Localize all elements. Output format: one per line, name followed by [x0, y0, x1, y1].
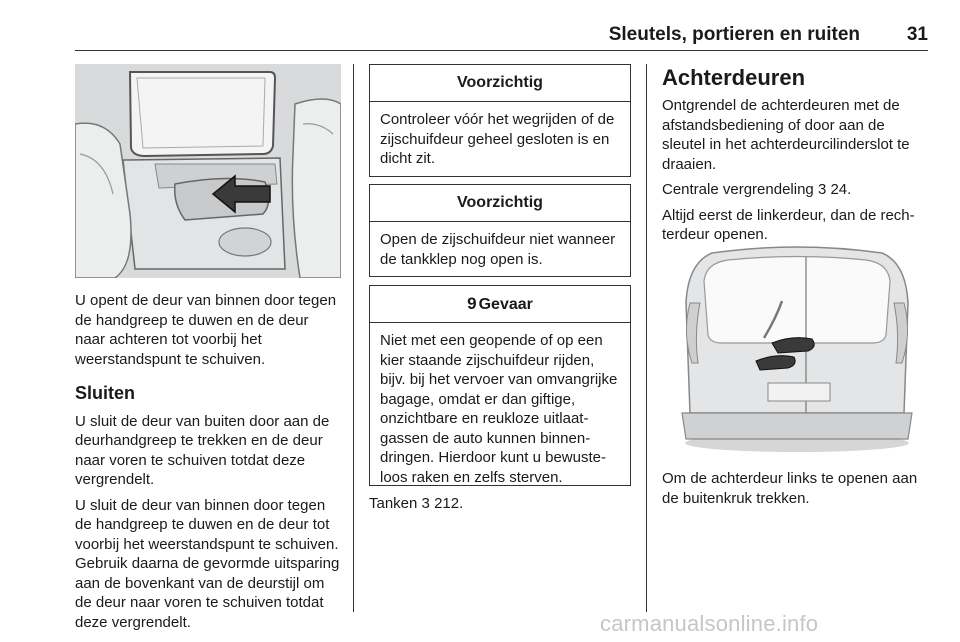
section-title: Sleutels, portieren en ruiten [608, 24, 860, 45]
header-divider [75, 50, 928, 51]
closing-outside-paragraph: U sluit de deur van buiten door aan de deurhandgreep te trekken en de deur naar voren te schuiven totdat deze vergrendelt. [75, 412, 330, 488]
tanken-page-link[interactable]: 212. [434, 495, 464, 512]
page-reference-icon: 3 [817, 181, 827, 198]
caution-box-1 [369, 64, 631, 177]
page-number: 31 [906, 24, 928, 45]
door-order-paragraph: Altijd eerst de linkerdeur, dan de rechterdeur openen. [662, 206, 915, 243]
danger-body: Niet met een geopende of op een kier staande zijschuifdeur rijden, bijv. bij het vervoer van omvangrijke bagage, omdat er dan giftige, onzichtbare en reukloze uitlaatgassen de auto kunnen binnendringen. Hierdoor kunt u bewusteloos raken en zelfs sterven. [380, 332, 618, 486]
achterdeuren-heading: Achterdeuren [662, 65, 806, 90]
tanken-label: Tanken [369, 495, 418, 512]
sluiten-heading: Sluiten [75, 383, 136, 403]
caution-box-2 [369, 184, 631, 277]
watermark: carmanualsonline.info [600, 611, 819, 636]
column-divider-1 [353, 64, 354, 612]
unlock-paragraph: Ontgrendel de achterdeuren met de afstandsbediening of door aan de sleutel in het achterdeurcilinderslot te draaien. [662, 97, 910, 173]
column-3-text [662, 64, 928, 245]
caution-title: Voorzichtig [370, 185, 630, 222]
caution-body: Open de zijschuifdeur niet wanneer de tankklep nog open is. [380, 231, 616, 268]
central-locking-reference [662, 180, 928, 200]
page-reference-icon: 3 [421, 495, 430, 512]
danger-title [370, 286, 630, 323]
intro-paragraph: U opent de deur van binnen door tegen de handgreep te duwen en de deur naar achteren tot voorbij het weerstandspunt te schuiven. [75, 292, 337, 368]
column-1-text [75, 291, 341, 632]
rear-door-open-paragraph: Om de achterdeur links te openen aan de buitenkruk trekken. [662, 470, 918, 507]
sliding-door-figure [75, 64, 341, 278]
caution-title: Voorzichtig [370, 65, 630, 102]
danger-title-text: Gevaar [478, 296, 533, 313]
caution-body: Controleer vóór het wegrijden of de zijschuifdeur geheel gesloten is en dicht zit. [380, 111, 615, 167]
closing-inside-paragraph: U sluit de deur van binnen door tegen de handgreep te duwen en de deur tot voorbij het weerstandspunt te schuiven. Gebruik daarna de gevormde uitsparing aan de bovenkant van de deurstijl om de deur naar voren te schuiven totdat deze vergrendelt. [75, 496, 340, 631]
column-divider-2 [646, 64, 647, 612]
warning-icon: 9 [467, 294, 477, 313]
rear-doors-figure [672, 243, 922, 455]
danger-box [369, 285, 631, 486]
central-locking-label: Centrale vergrendeling [662, 181, 814, 198]
central-locking-page-link[interactable]: 24. [830, 181, 852, 198]
tanken-reference [369, 494, 631, 514]
